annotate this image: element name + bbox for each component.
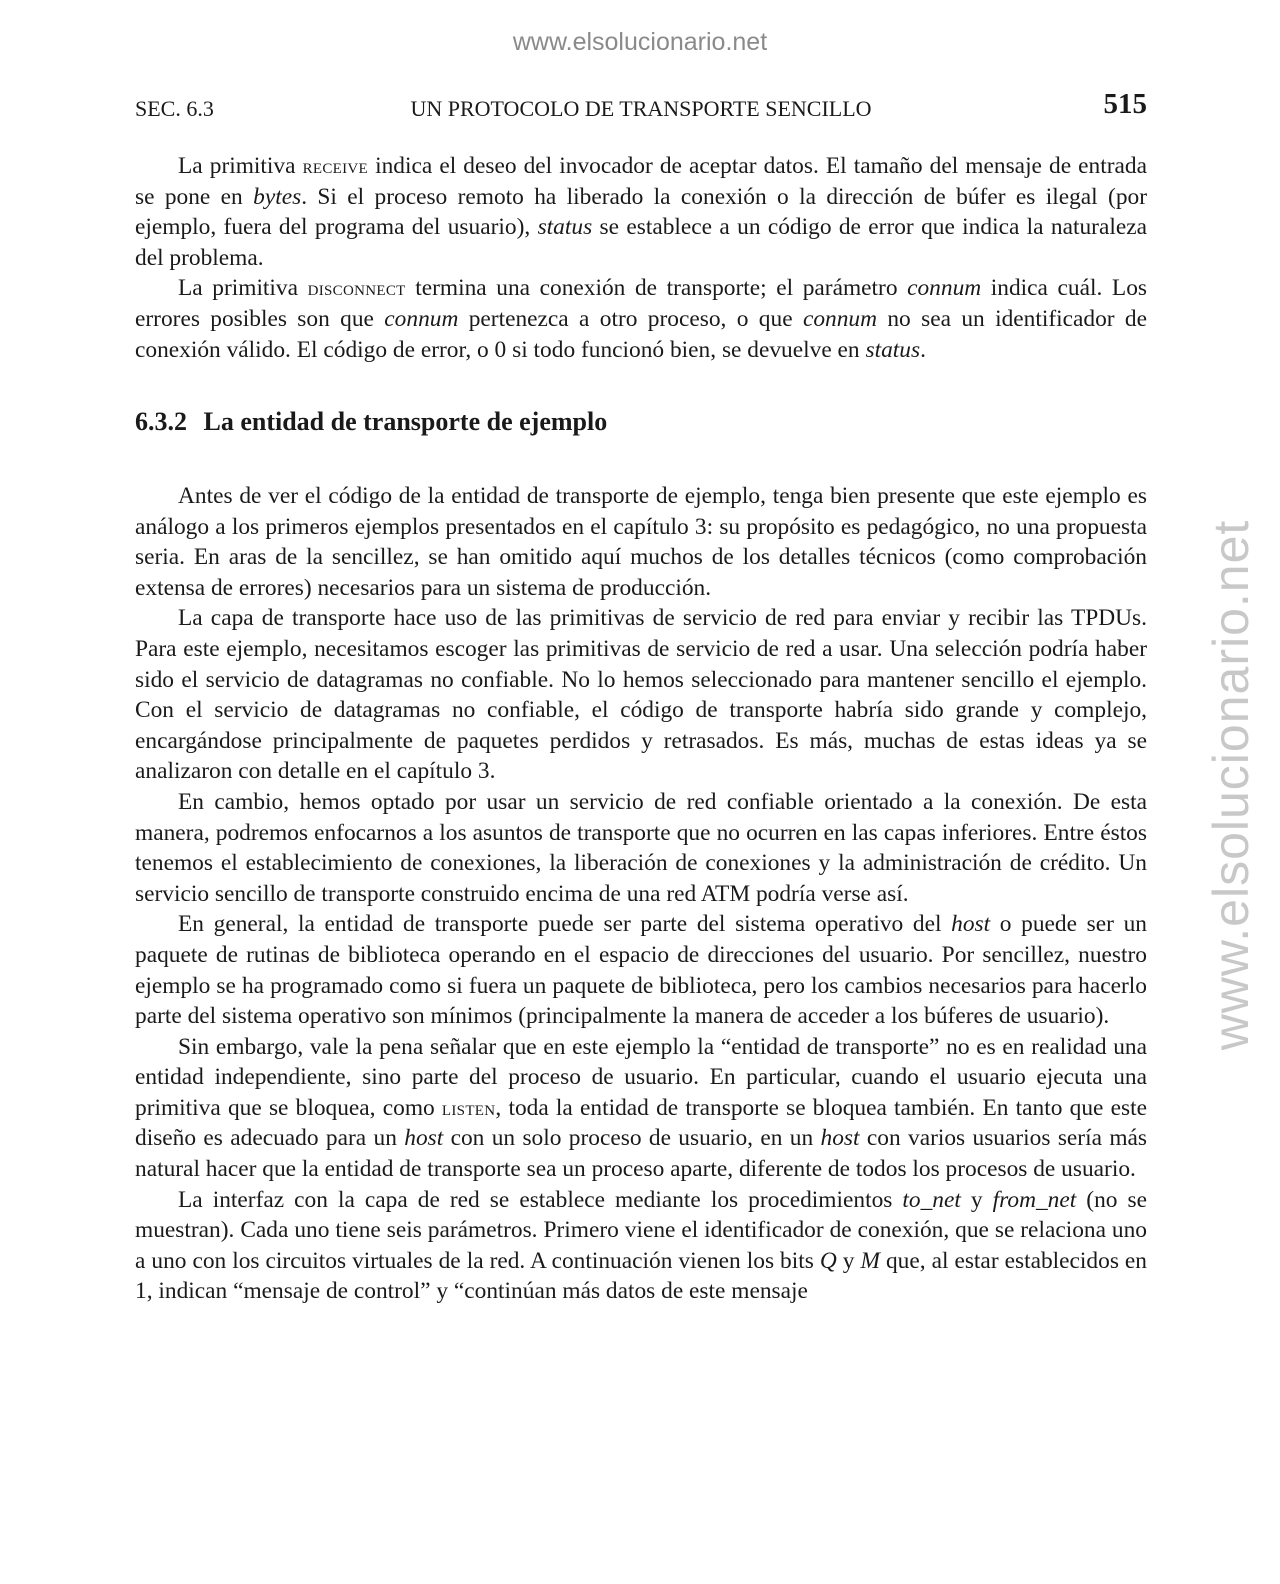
section-title: La entidad de transporte de ejemplo	[203, 407, 608, 436]
header-title: UN PROTOCOLO DE TRANSPORTE SENCILLO	[410, 96, 872, 121]
paragraph: Antes de ver el código de la entidad de transporte de ejemplo, tenga bien presente que este ejemplo es análogo a los primeros ejemplos presentados en el capítulo 3: su propósito es pedagógico, no una propuesta seria. En aras de la sencillez, se han omitido aquí muchos de los detalles técnicos (como comprobación extensa de errores) necesarios para un sistema de producción.	[135, 483, 1147, 601]
text-block-top	[135, 151, 1147, 365]
section-number: 6.3.2	[135, 407, 187, 436]
paragraph: En general, la entidad de transporte puede ser parte del sistema operativo del host o puede ser un paquete de rutinas de biblioteca operando en el espacio de direcciones del usuario. Por sencillez, nuestro ejemplo se ha programado como si fuera un paquete de biblioteca, pero los cambios necesarios para hacerlo parte del sistema operativo son mínimos (principalmente la manera de acceder a los búferes de usuario).	[135, 911, 1147, 1030]
page-number: 515	[1103, 88, 1147, 120]
paragraph-receive: La primitiva receive indica el deseo del invocador de aceptar datos. El tamaño del mensaje de entrada se pone en bytes. Si el proceso remoto ha liberado la conexión o la dirección de búfer es ilegal (por ejemplo, fuera del programa del usuario), status se establece a un código de error que indica la naturaleza del problema.	[135, 153, 1147, 271]
paragraph: La interfaz con la capa de red se establece mediante los procedimientos to_net y from_net (no se muestran). Cada uno tiene seis parámetros. Primero viene el identificador de conexión, que se relaciona uno a uno con los circuitos virtuales de la red. A continuación vienen los bits Q y M que, al estar establecidos en 1, indican “mensaje de control” y “continúan más datos de este mensaje	[135, 1186, 1147, 1305]
watermark-top: www.elsolucionario.net	[512, 28, 768, 56]
section-heading	[135, 407, 607, 437]
running-head	[135, 88, 1147, 126]
watermark-side: www.elsolucionario.net	[1203, 519, 1259, 1051]
paragraph: Sin embargo, vale la pena señalar que en este ejemplo la “entidad de transporte” no es en realidad una entidad independiente, sino parte del proceso de usuario. En particular, cuando el usuario ejecuta una primitiva que se bloquea, como listen, toda la entidad de transporte se bloquea también. En tanto que este diseño es adecuado para un host con un solo proceso de usuario, en un host con varios usuarios sería más natural hacer que la entidad de transporte sea un proceso aparte, diferente de todos los procesos de usuario.	[135, 1033, 1147, 1183]
paragraph: En cambio, hemos optado por usar un servicio de red confiable orientado a la conexión. De esta manera, podremos enfocarnos a los asuntos de transporte que no ocurren en las capas inferiores. Entre éstos tenemos el establecimiento de conexiones, la liberación de conexiones y la administración de crédito. Un servicio sencillo de transporte construido encima de una red ATM podría verse así.	[135, 788, 1147, 907]
paragraph-disconnect: La primitiva disconnect termina una conexión de transporte; el parámetro connum indica cuál. Los errores posibles son que connum pertenezca a otro proceso, o que connum no sea un identificador de conexión válido. El código de error, o 0 si todo funcionó bien, se devuelve en status.	[135, 275, 1147, 363]
paragraph: La capa de transporte hace uso de las primitivas de servicio de red para enviar y recibir las TPDUs. Para este ejemplo, necesitamos escoger las primitivas de servicio de red a usar. Una selección podría haber sido el servicio de datagramas no confiable. No lo hemos seleccionado para mantener sencillo el ejemplo. Con el servicio de datagramas no confiable, el código de transporte habría sido grande y complejo, encargándose principalmente de paquetes perdidos y retrasados. Es más, muchas de estas ideas ya se analizaron con detalle en el capítulo 3.	[135, 605, 1147, 785]
text-block-main	[135, 481, 1147, 1307]
header-section: SEC. 6.3	[135, 96, 214, 121]
